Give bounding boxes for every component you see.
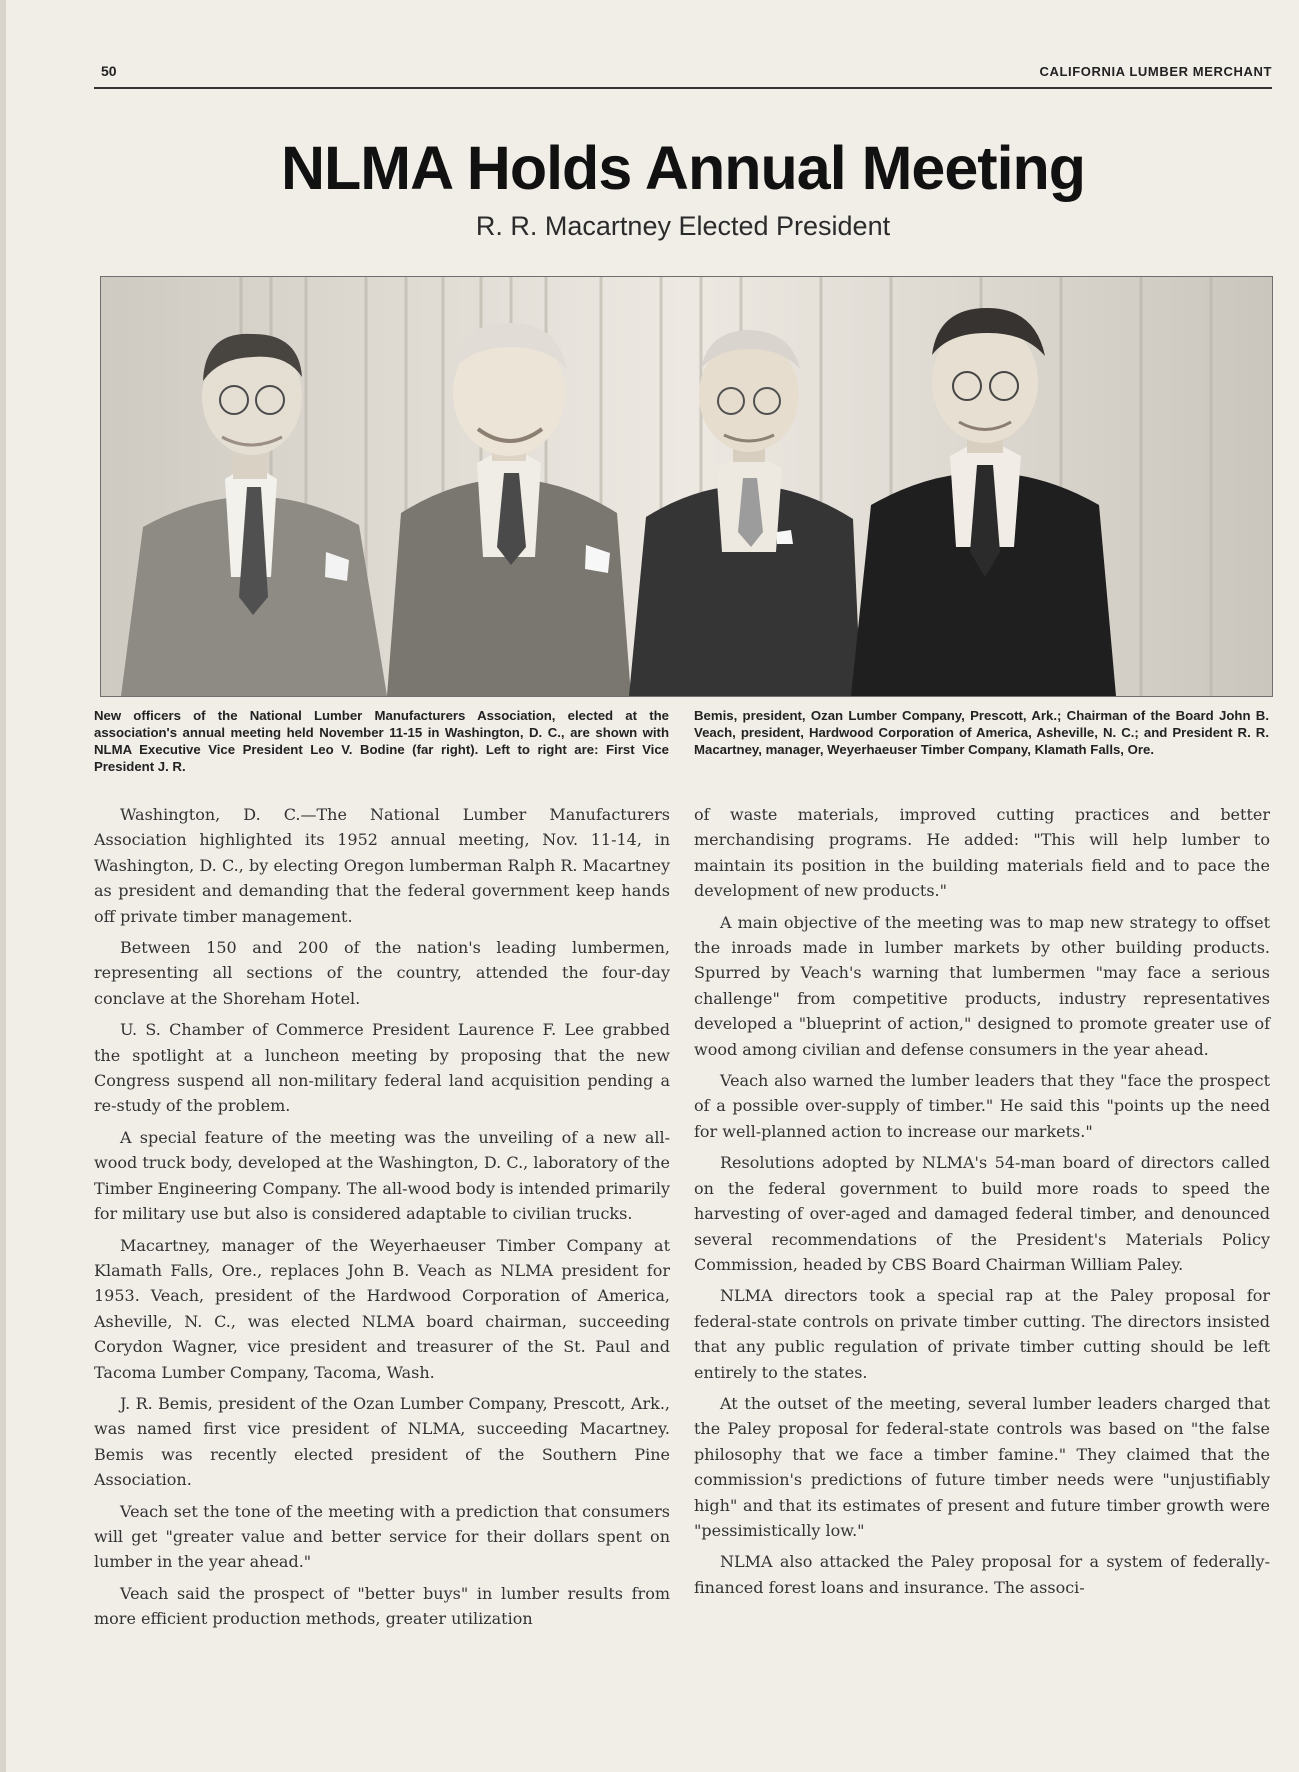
paragraph: of waste materials, improved cutting practices and better merchandising programs. He added: "This will help lumber to maintain its position in the building materials field and to pace the development of new products." (694, 805, 1270, 901)
paragraph: NLMA directors took a special rap at the Paley proposal for federal-state controls on private timber cutting. The directors insisted that any public regulation of private timber cutting should be left entirely to the states. (694, 1286, 1270, 1382)
paragraph: J. R. Bemis, president of the Ozan Lumber Company, Prescott, Ark., was named first vice president of NLMA, succeeding Macartney. Bemis was recently elected president of the Southern Pine Association. (94, 1393, 670, 1490)
paragraph: Veach said the prospect of "better buys" in lumber results from more efficient production methods, greater utilization (94, 1583, 670, 1629)
page-edge (0, 0, 6, 1772)
page-number: 50 (101, 63, 117, 79)
article-column-right (694, 802, 1270, 1606)
header-rule (94, 87, 1272, 89)
paragraph: A main objective of the meeting was to map new strategy to offset the inroads made in lumber markets by other building products. Spurred by Veach's warning that lumbermen "may face a serious challenge" from competitive products, industry representatives developed a "blueprint of action," designed to promote greater use of wood among civilian and defense consumers in the year ahead. (694, 912, 1270, 1059)
paragraph: Macartney, manager of the Weyerhaeuser Timber Company at Klamath Falls, Ore., replaces John B. Veach as NLMA president for 1953. Veach, president of the Hardwood Corporation of America, Asheville, N. C., was elected NLMA board chairman, succeeding Corydon Wagner, vice president and treasurer of the St. Paul and Tacoma Lumber Company, Tacoma, Wash. (94, 1235, 670, 1382)
paragraph: Between 150 and 200 of the nation's leading lumbermen, representing all sections of the country, attended the four-day conclave at the Shoreham Hotel. (94, 938, 670, 1008)
article-subheadline: R. R. Macartney Elected President (475, 211, 891, 241)
paragraph: U. S. Chamber of Commerce President Laurence F. Lee grabbed the spotlight at a luncheon meeting by proposing that the new Congress suspend all non-military federal land acquisition pending a re-study of the problem. (94, 1020, 670, 1116)
group-photo (100, 276, 1273, 697)
paragraph: Washington, D. C.—The National Lumber Manufacturers Association highlighted its 1952 annual meeting, Nov. 11-14, in Washington, D. C., by electing Oregon lumberman Ralph R. Macartney as president and demanding that the federal government keep hands off private timber management. (94, 805, 670, 926)
paragraph: Resolutions adopted by NLMA's 54-man board of directors called on the federal government to build more roads to speed the harvesting of over-aged and damaged federal timber, and denounced several recommendations of the President's Materials Policy Commission, headed by CBS Board Chairman William Paley. (694, 1153, 1270, 1274)
paragraph: NLMA also attacked the Paley proposal for a system of federally-financed forest loans and insurance. The associ- (694, 1552, 1270, 1597)
photo-caption-left: New officers of the National Lumber Manufacturers Association, elected at the association's annual meeting held November 11-15 in Washington, D. C., are shown with NLMA Executive Vice President Leo V. Bodine (far right). Left to right are: First Vice President J. R. (94, 708, 669, 774)
paragraph: A special feature of the meeting was the unveiling of a new all-wood truck body, developed at the Washington, D. C., laboratory of the Timber Engineering Company. The all-wood body is intended primarily for military use but also is considered adaptable to civilian trucks. (94, 1127, 670, 1224)
paragraph: Veach set the tone of the meeting with a prediction that consumers will get "greater value and better service for their dollars spent on lumber in the year ahead." (94, 1501, 670, 1572)
article-column-left (94, 802, 670, 1638)
publication-title: CALIFORNIA LUMBER MERCHANT (1039, 64, 1272, 79)
article-headline: NLMA Holds Annual Meeting (280, 134, 1086, 202)
photo-caption-right: Bemis, president, Ozan Lumber Company, Prescott, Ark.; Chairman of the Board John B. Veach, president, Hardwood Corporation of America, Asheville, N. C.; and President R. R. Macartney, manager, Weyerhaeuser Timber Company, Klamath Falls, Ore. (694, 708, 1269, 757)
paragraph: Veach also warned the lumber leaders that they "face the prospect of a possible over-supply of timber." He said this "points up the need for well-planned action to increase our markets." (694, 1071, 1270, 1141)
paragraph: At the outset of the meeting, several lumber leaders charged that the Paley proposal for federal-state controls was based on "the false philosophy that we face a timber famine." They claimed that the commission's predictions of future timber needs were "unjustifiably high" and that its estimates of present and future timber growth were "pessimistically low." (694, 1393, 1270, 1540)
